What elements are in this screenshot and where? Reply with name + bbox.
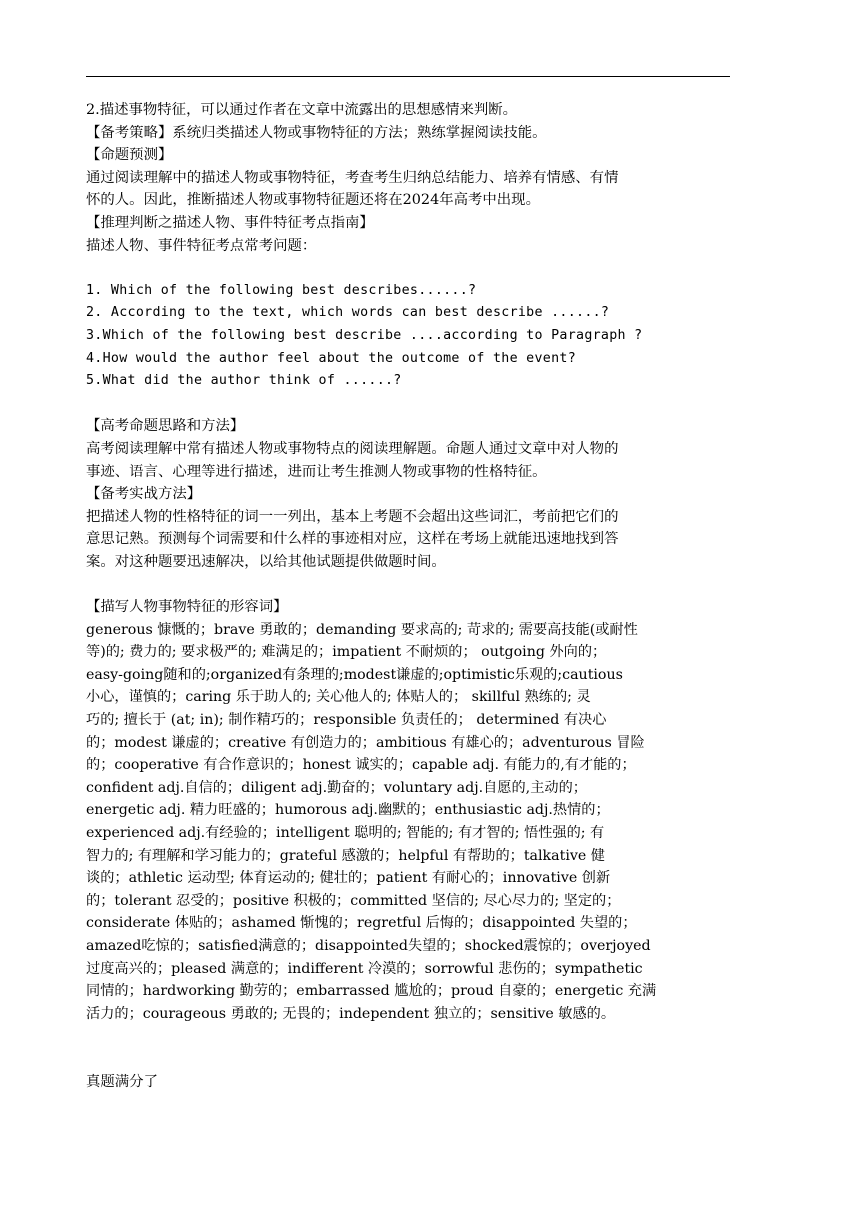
- question-3: 3.Which of the following best describe ....according to Paragraph ?: [86, 327, 643, 343]
- adjective-line: confident adj.自信的；diligent adj.勤奋的；voluntary adj.自愿的,主动的；: [86, 779, 587, 796]
- spacer: [86, 393, 730, 416]
- approach-line-1: 高考阅读理解中常有描述人物或事物特点的阅读理解题。命题人通过文章中对人物的: [86, 440, 619, 457]
- practice-heading: 【备考实战方法】: [86, 486, 202, 503]
- spacer: [86, 257, 730, 280]
- intro-line: 2.描述事物特征，可以通过作者在文章中流露出的思想感情来判断。: [86, 102, 518, 118]
- question-1: 1. Which of the following best describes......?: [86, 282, 477, 298]
- prediction-line-1: 通过阅读理解中的描述人物或事物特征，考查考生归纳总结能力、培养有情感、有情: [86, 169, 619, 186]
- document-body: [86, 99, 730, 1093]
- approach-line-2: 事迹、语言、心理等进行描述，进而让考生推测人物或事物的性格特征。: [86, 463, 547, 480]
- adjective-line: energetic adj. 精力旺盛的；humorous adj.幽默的；enthusiastic adj.热情的；: [86, 802, 610, 819]
- adjective-line: 的；cooperative 有合作意识的；honest 诚实的；capable adj. 有能力的,有才能的；: [86, 757, 636, 774]
- question-4: 4.How would the author feel about the outcome of the event?: [86, 350, 577, 366]
- prediction-line-2: 怀的人。因此，推断描述人物或事物特征题还将在2024年高考中出现。: [86, 192, 540, 209]
- adjective-line: experienced adj.有经验的；intelligent 聪明的; 智能的; 有才智的; 悟性强的; 有: [86, 825, 605, 841]
- practice-line-3: 案。对这种题要迅速解决，以给其他试题提供做题时间。: [86, 553, 446, 570]
- spacer: [86, 1048, 730, 1071]
- adjective-line: 谈的；athletic 运动型; 体育运动的; 健壮的；patient 有耐心的；innovative 创新: [86, 870, 611, 887]
- guide-heading: 【推理判断之描述人物、事件特征考点指南】: [86, 214, 374, 231]
- adjective-line: easy-going随和的;organized有条理的;modest谦虚的;optimistic乐观的;cautious: [86, 666, 623, 683]
- adjective-line: 的；tolerant 忍受的；positive 积极的；committed 坚信的; 尽心尽力的; 坚定的；: [86, 892, 621, 909]
- adjective-line: 小心，谨慎的；caring 乐于助人的; 关心他人的; 体贴人的； skillful 熟练的; 灵: [86, 689, 591, 706]
- strategy-line: 【备考策略】系统归类描述人物或事物特征的方法；熟练掌握阅读技能。: [86, 124, 547, 141]
- adjective-line: generous 慷慨的；brave 勇敢的；demanding 要求高的; 苛求的; 需要高技能(或耐性: [86, 621, 638, 638]
- footer-text: 真题满分了: [86, 1073, 158, 1090]
- adjective-line: considerate 体贴的；ashamed 惭愧的；regretful 后悔的；disappointed 失望的；: [86, 915, 637, 932]
- adjective-line: 活力的；courageous 勇敢的; 无畏的；independent 独立的；sensitive 敏感的。: [86, 1005, 616, 1022]
- adjective-line: 同情的；hardworking 勤劳的；embarrassed 尴尬的；proud 自豪的；energetic 充满: [86, 983, 657, 1000]
- spacer: [86, 1025, 730, 1048]
- prediction-heading: 【命题预测】: [86, 147, 173, 164]
- adjective-line: 智力的; 有理解和学习能力的；grateful 感激的；helpful 有帮助的；talkative 健: [86, 847, 605, 864]
- header-rule: [86, 76, 730, 77]
- adjectives-heading: 【描写人物事物特征的形容词】: [86, 599, 288, 616]
- adjective-line: 巧的; 擅长于 (at; in); 制作精巧的；responsible 负责任的； determined 有决心: [86, 712, 607, 729]
- adjective-line: 等)的; 费力的; 要求极严的; 难满足的；impatient 不耐烦的； outgoing 外向的；: [86, 644, 607, 661]
- question-5: 5.What did the author think of ......?: [86, 373, 402, 389]
- spacer: [86, 573, 730, 596]
- question-2: 2. According to the text, which words can best describe ......?: [86, 305, 610, 321]
- adjective-line: amazed吃惊的；satisfied满意的；disappointed失望的；shocked震惊的；overjoyed: [86, 937, 651, 954]
- guide-intro: 描述人物、事件特征考点常考问题：: [86, 237, 317, 254]
- approach-heading: 【高考命题思路和方法】: [86, 418, 245, 435]
- practice-line-2: 意思记熟。预测每个词需要和什么样的事迹相对应，这样在考场上就能迅速地找到答: [86, 531, 619, 548]
- adjective-line: 过度高兴的；pleased 满意的；indifferent 冷漠的；sorrowful 悲伤的；sympathetic: [86, 960, 643, 977]
- practice-line-1: 把描述人物的性格特征的词一一列出，基本上考题不会超出这些词汇，考前把它们的: [86, 508, 619, 525]
- adjective-line: 的；modest 谦虚的；creative 有创造力的；ambitious 有雄心的；adventurous 冒险: [86, 734, 645, 751]
